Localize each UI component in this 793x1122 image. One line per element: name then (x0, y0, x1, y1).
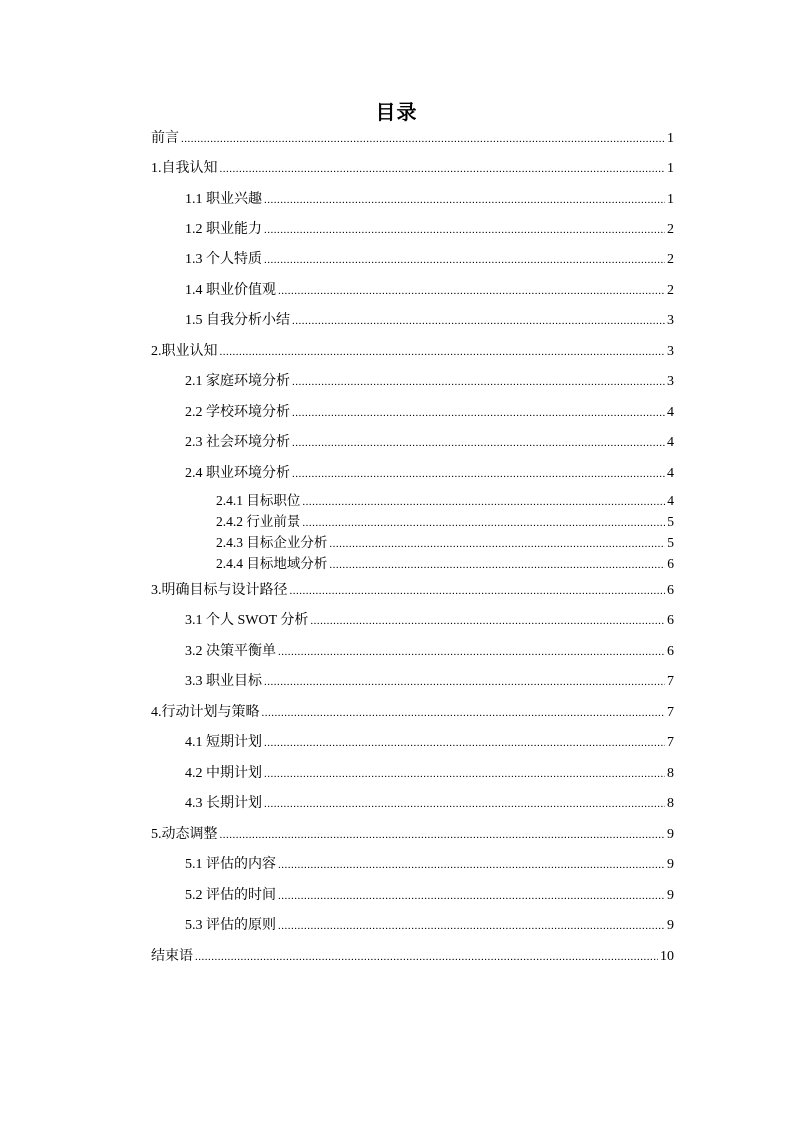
toc-entry-label: 3.明确目标与设计路径 (151, 583, 288, 598)
toc-entry-page: 8 (667, 796, 674, 811)
toc-entry[interactable] (151, 610, 674, 631)
toc-entry-label: 2.4.1 目标职位 (216, 493, 301, 508)
toc-entry-page: 1 (667, 161, 674, 176)
toc-entry-label: 4.2 中期计划 (185, 766, 262, 781)
toc-entry[interactable] (151, 371, 674, 392)
dot-leader (278, 855, 665, 876)
toc-entry-label: 5.2 评估的时间 (185, 888, 276, 903)
toc-entry[interactable] (151, 128, 674, 149)
dot-leader (329, 555, 665, 576)
dot-leader (302, 492, 665, 513)
toc-entry-label: 1.2 职业能力 (185, 222, 262, 237)
dot-leader (290, 581, 666, 602)
dot-leader (292, 372, 665, 393)
dot-leader (278, 916, 665, 937)
toc-entry-label: 2.4.2 行业前景 (216, 514, 301, 529)
toc-entry-label: 2.1 家庭环境分析 (185, 374, 290, 389)
toc-entry-page: 6 (667, 644, 674, 659)
toc-entry[interactable] (151, 219, 674, 240)
toc-entry[interactable] (151, 946, 674, 967)
toc-entry-page: 4 (667, 435, 674, 450)
toc-entry[interactable] (151, 671, 674, 692)
dot-leader (264, 220, 665, 241)
toc-entry-label: 1.3 个人特质 (185, 252, 262, 267)
toc-entry-label: 3.3 职业目标 (185, 674, 262, 689)
toc-entry-label: 4.1 短期计划 (185, 735, 262, 750)
dot-leader (264, 190, 665, 211)
toc-entry[interactable] (151, 341, 674, 362)
dot-leader (329, 534, 665, 555)
dot-leader (195, 947, 658, 968)
dot-leader (310, 611, 665, 632)
toc-entry-label: 5.动态调整 (151, 827, 218, 842)
dot-leader (264, 250, 665, 271)
dot-leader (264, 672, 665, 693)
toc-entry[interactable] (151, 532, 674, 553)
toc-entry[interactable] (151, 793, 674, 814)
toc-entry[interactable] (151, 490, 674, 511)
dot-leader (264, 794, 665, 815)
toc-entry[interactable] (151, 280, 674, 301)
toc-entry-page: 3 (667, 344, 674, 359)
toc-entry-label: 4.行动计划与策略 (151, 705, 260, 720)
dot-leader (292, 403, 665, 424)
toc-entry[interactable] (151, 511, 674, 532)
toc-entry[interactable] (151, 885, 674, 906)
toc-entry-page: 2 (667, 222, 674, 237)
toc-entry-page: 7 (667, 674, 674, 689)
toc-entry-page: 9 (667, 857, 674, 872)
toc-entry-label: 1.4 职业价值观 (185, 283, 276, 298)
toc-entry-label: 3.1 个人 SWOT 分析 (185, 613, 309, 628)
toc-entry-page: 2 (667, 252, 674, 267)
dot-leader (302, 513, 665, 534)
dot-leader (292, 311, 665, 332)
toc-entry-label: 2.4 职业环境分析 (185, 466, 290, 481)
toc-entry[interactable] (151, 249, 674, 270)
toc-entry-page: 5 (667, 535, 674, 550)
dot-leader (278, 642, 665, 663)
toc-entry[interactable] (151, 189, 674, 210)
toc-entry-label: 2.3 社会环境分析 (185, 435, 290, 450)
toc-entry-page: 9 (667, 888, 674, 903)
toc-entry-page: 6 (667, 556, 674, 571)
toc-entry[interactable] (151, 641, 674, 662)
toc-entry-page: 9 (667, 827, 674, 842)
toc-entry-label: 4.3 长期计划 (185, 796, 262, 811)
toc-entry-page: 3 (667, 374, 674, 389)
toc-entry-label: 2.4.4 目标地域分析 (216, 556, 328, 571)
toc-entry[interactable] (151, 158, 674, 179)
toc-entry-page: 2 (667, 283, 674, 298)
toc-entry-label: 5.3 评估的原则 (185, 918, 276, 933)
dot-leader (278, 281, 665, 302)
toc-entry-page: 7 (667, 705, 674, 720)
toc-entry-page: 10 (660, 949, 674, 964)
toc-entry[interactable] (151, 432, 674, 453)
toc-entry[interactable] (151, 824, 674, 845)
toc-entry-page: 1 (667, 131, 674, 146)
toc-entry[interactable] (151, 553, 674, 574)
toc-entry-page: 6 (667, 583, 674, 598)
toc-entry[interactable] (151, 854, 674, 875)
toc-entry[interactable] (151, 310, 674, 331)
toc-entry-page: 1 (667, 192, 674, 207)
dot-leader (292, 464, 665, 485)
toc-entry-page: 4 (667, 405, 674, 420)
toc-entry-page: 7 (667, 735, 674, 750)
toc-entry-label: 结束语 (151, 949, 193, 964)
toc-entry-page: 3 (667, 313, 674, 328)
toc-entry[interactable] (151, 732, 674, 753)
toc-entry-label: 5.1 评估的内容 (185, 857, 276, 872)
toc-entry[interactable] (151, 580, 674, 601)
dot-leader (220, 825, 666, 846)
page-title: 目录 (375, 100, 418, 124)
toc-entry[interactable] (151, 402, 674, 423)
toc-entry-label: 2.2 学校环境分析 (185, 405, 290, 420)
toc-entry-page: 4 (667, 466, 674, 481)
dot-leader (220, 342, 666, 363)
dot-leader (181, 129, 665, 150)
toc-entry[interactable] (151, 702, 674, 723)
dot-leader (278, 886, 665, 907)
toc-entry-page: 5 (667, 514, 674, 529)
dot-leader (292, 433, 665, 454)
toc-entry[interactable] (151, 463, 674, 484)
toc-entry[interactable] (151, 915, 674, 936)
toc-entry-page: 6 (667, 613, 674, 628)
toc-entry-page: 9 (667, 918, 674, 933)
dot-leader (220, 159, 666, 180)
toc-entry-label: 2.职业认知 (151, 344, 218, 359)
toc-entry-page: 8 (667, 766, 674, 781)
toc-entry-label: 1.5 自我分析小结 (185, 313, 290, 328)
toc-entry-label: 1.1 职业兴趣 (185, 192, 262, 207)
toc-entry-page: 4 (667, 493, 674, 508)
dot-leader (264, 733, 665, 754)
toc-entry-label: 3.2 决策平衡单 (185, 644, 276, 659)
dot-leader (262, 703, 666, 724)
toc-entry-label: 2.4.3 目标企业分析 (216, 535, 328, 550)
toc-entry-label: 1.自我认知 (151, 161, 218, 176)
dot-leader (264, 764, 665, 785)
toc-entry[interactable] (151, 763, 674, 784)
toc-entry-label: 前言 (151, 131, 179, 146)
